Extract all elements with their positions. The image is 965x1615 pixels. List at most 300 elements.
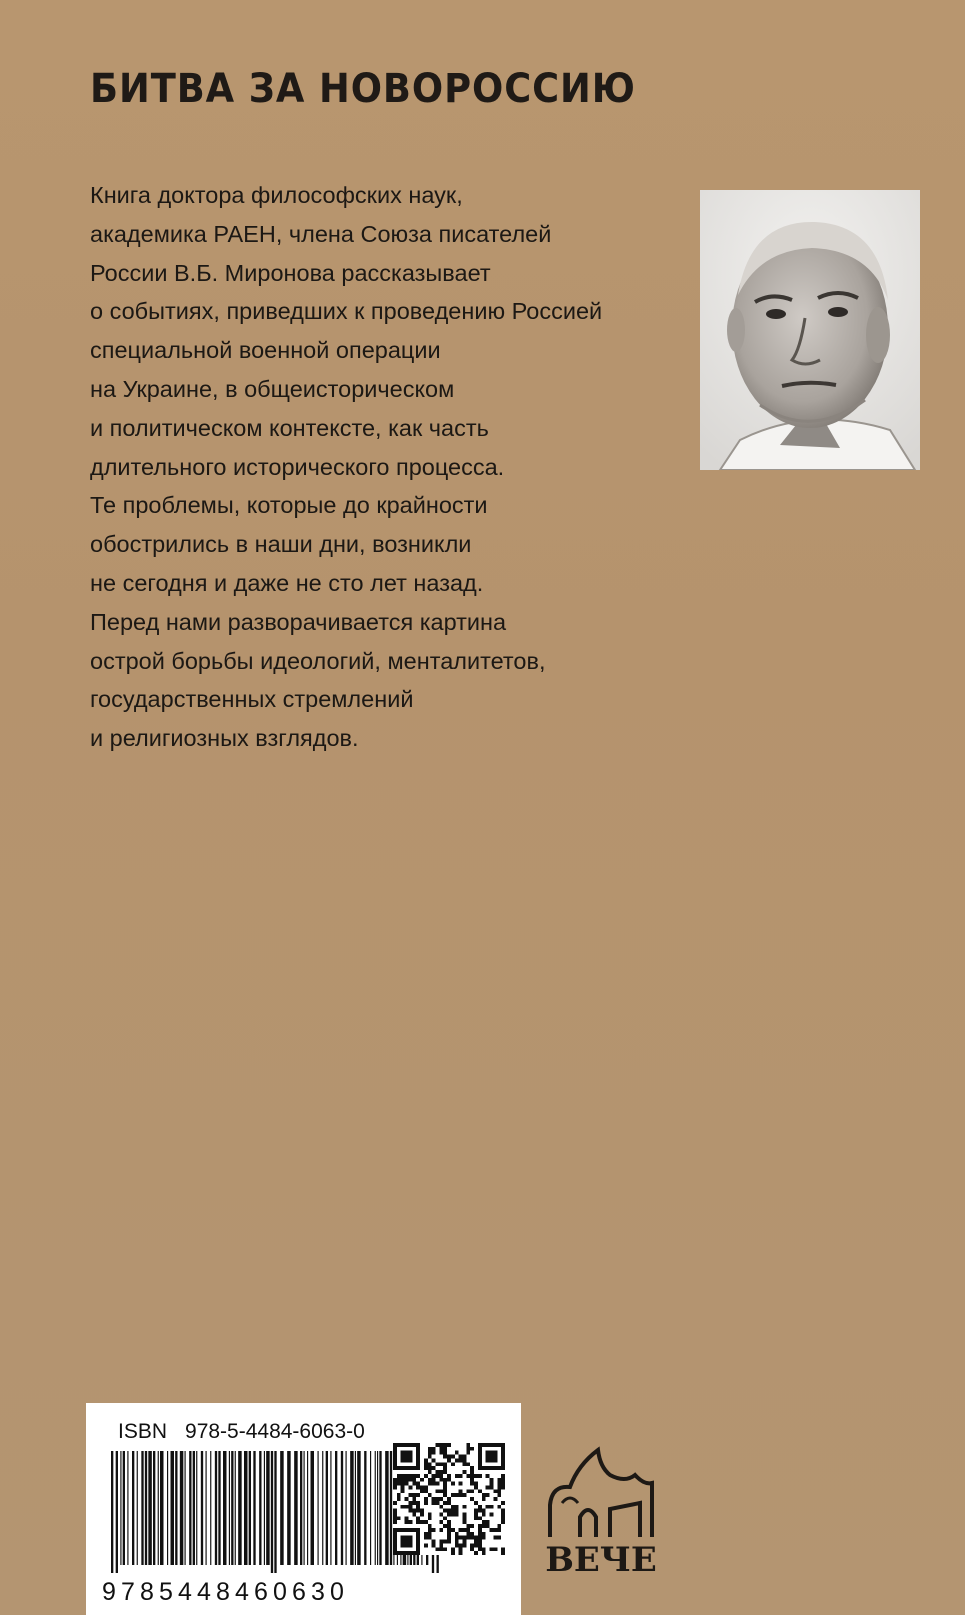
qr-module bbox=[443, 1524, 447, 1528]
barcode-bar bbox=[346, 1451, 347, 1565]
qr-module bbox=[424, 1466, 428, 1470]
qr-module bbox=[447, 1497, 451, 1501]
qr-module bbox=[451, 1493, 455, 1497]
qr-module bbox=[393, 1513, 397, 1517]
qr-module bbox=[443, 1516, 447, 1520]
barcode-bar bbox=[196, 1451, 197, 1565]
qr-module bbox=[466, 1443, 470, 1447]
qr-module bbox=[459, 1536, 463, 1540]
qr-module bbox=[455, 1536, 459, 1540]
author-portrait-photo bbox=[700, 190, 920, 470]
qr-module bbox=[424, 1485, 428, 1489]
qr-module bbox=[497, 1489, 501, 1493]
barcode-bar bbox=[180, 1451, 184, 1565]
qr-module bbox=[424, 1532, 428, 1536]
barcode-bar bbox=[253, 1451, 255, 1565]
barcode-bar bbox=[322, 1451, 323, 1565]
qr-module bbox=[443, 1540, 447, 1544]
barcode-bar bbox=[137, 1451, 138, 1565]
barcode-bar bbox=[120, 1451, 121, 1565]
logo-text: ВЕЧЕ bbox=[545, 1540, 657, 1575]
qr-module bbox=[432, 1543, 436, 1547]
qr-module bbox=[432, 1447, 436, 1451]
qr-module bbox=[405, 1516, 409, 1520]
qr-module bbox=[497, 1505, 501, 1509]
qr-module bbox=[497, 1536, 501, 1540]
qr-module bbox=[443, 1489, 447, 1493]
qr-module bbox=[439, 1540, 443, 1544]
barcode-bar bbox=[158, 1451, 159, 1565]
qr-module bbox=[439, 1451, 443, 1455]
qr-module bbox=[478, 1489, 482, 1493]
qr-module bbox=[412, 1501, 416, 1505]
qr-module bbox=[439, 1505, 443, 1509]
qr-module bbox=[482, 1509, 486, 1513]
qr-module bbox=[447, 1474, 451, 1478]
qr-module bbox=[451, 1513, 455, 1517]
qr-module bbox=[493, 1547, 497, 1551]
qr-module bbox=[478, 1532, 482, 1536]
qr-module bbox=[463, 1520, 467, 1524]
barcode-bar bbox=[127, 1451, 128, 1565]
qr-module bbox=[428, 1516, 432, 1520]
qr-module bbox=[474, 1485, 478, 1489]
annotation-line: о событиях, приведших к проведению Россией bbox=[90, 298, 603, 325]
barcode-bar bbox=[235, 1451, 236, 1565]
qr-module bbox=[490, 1528, 494, 1532]
barcode-bar bbox=[287, 1451, 291, 1565]
qr-module bbox=[397, 1493, 401, 1497]
qr-module bbox=[447, 1509, 451, 1513]
qr-module bbox=[470, 1470, 474, 1474]
qr-module bbox=[401, 1505, 405, 1509]
qr-module bbox=[501, 1547, 505, 1551]
barcode-bar bbox=[206, 1451, 207, 1565]
qr-module bbox=[420, 1485, 424, 1489]
qr-module bbox=[432, 1458, 436, 1462]
qr-module bbox=[408, 1493, 412, 1497]
qr-module bbox=[455, 1451, 459, 1455]
isbn-number: 978-5-4484-6063-0 bbox=[185, 1420, 365, 1443]
qr-module bbox=[455, 1513, 459, 1517]
qr-module bbox=[439, 1547, 443, 1551]
qr-module bbox=[408, 1478, 412, 1482]
qr-module bbox=[424, 1462, 428, 1466]
qr-module bbox=[497, 1493, 501, 1497]
qr-module bbox=[420, 1478, 424, 1482]
qr-module bbox=[435, 1497, 439, 1501]
qr-module bbox=[451, 1528, 455, 1532]
qr-module bbox=[447, 1513, 451, 1517]
qr-module bbox=[435, 1443, 439, 1447]
qr-module bbox=[416, 1485, 420, 1489]
annotation-line: государственных стремлений bbox=[90, 686, 414, 713]
qr-module bbox=[451, 1462, 455, 1466]
qr-module bbox=[393, 1509, 397, 1513]
qr-module bbox=[474, 1516, 478, 1520]
barcode-bar bbox=[300, 1451, 302, 1565]
qr-module bbox=[432, 1451, 436, 1455]
qr-module bbox=[466, 1451, 470, 1455]
barcode-bar bbox=[189, 1451, 191, 1565]
qr-module bbox=[474, 1474, 478, 1478]
qr-module bbox=[416, 1528, 420, 1555]
qr-module bbox=[474, 1551, 478, 1555]
barcode-bar bbox=[350, 1451, 354, 1565]
annotation-line: Перед нами разворачивается картина bbox=[90, 608, 507, 635]
qr-module bbox=[416, 1493, 420, 1497]
qr-module bbox=[459, 1482, 463, 1486]
qr-module bbox=[474, 1536, 478, 1540]
qr-module bbox=[447, 1458, 451, 1462]
qr-module bbox=[482, 1536, 486, 1540]
qr-module bbox=[443, 1478, 447, 1482]
qr-module bbox=[482, 1532, 486, 1536]
qr-module bbox=[393, 1485, 397, 1489]
qr-module bbox=[408, 1474, 412, 1478]
qr-module bbox=[393, 1551, 420, 1555]
qr-module bbox=[455, 1474, 459, 1478]
qr-module bbox=[501, 1520, 505, 1524]
barcode-bar bbox=[341, 1451, 343, 1565]
qr-module bbox=[486, 1524, 490, 1528]
qr-code-icon bbox=[393, 1443, 505, 1555]
qr-module bbox=[401, 1536, 413, 1548]
qr-module bbox=[428, 1478, 432, 1482]
barcode-bar bbox=[153, 1451, 155, 1565]
qr-module bbox=[428, 1513, 432, 1517]
qr-module bbox=[463, 1528, 467, 1532]
qr-module bbox=[470, 1466, 474, 1470]
qr-module bbox=[493, 1528, 497, 1532]
qr-module bbox=[447, 1443, 451, 1447]
qr-module bbox=[497, 1478, 501, 1482]
qr-module bbox=[501, 1474, 505, 1478]
qr-module bbox=[424, 1520, 428, 1524]
qr-module bbox=[463, 1536, 467, 1540]
barcode-bar bbox=[357, 1451, 360, 1565]
qr-module bbox=[439, 1513, 443, 1517]
qr-module bbox=[420, 1509, 424, 1513]
qr-module bbox=[490, 1478, 494, 1482]
barcode-bar bbox=[111, 1451, 113, 1573]
qr-module bbox=[463, 1455, 467, 1459]
qr-module bbox=[435, 1501, 439, 1505]
qr-module bbox=[447, 1520, 451, 1524]
qr-module bbox=[412, 1474, 416, 1478]
qr-module bbox=[501, 1482, 505, 1486]
qr-module bbox=[412, 1513, 416, 1517]
barcode-bar bbox=[304, 1451, 305, 1565]
qr-module bbox=[443, 1462, 447, 1466]
qr-module bbox=[439, 1489, 443, 1493]
annotation-line: и политическом контексте, как часть bbox=[90, 414, 489, 441]
qr-module bbox=[435, 1482, 439, 1486]
barcode-bar bbox=[274, 1451, 276, 1573]
qr-module bbox=[393, 1443, 397, 1470]
qr-module bbox=[455, 1505, 459, 1509]
qr-module bbox=[432, 1501, 436, 1505]
barcode-bar bbox=[167, 1451, 168, 1565]
barcode-bar bbox=[307, 1451, 308, 1565]
qr-module bbox=[463, 1543, 467, 1547]
qr-module bbox=[463, 1470, 467, 1474]
qr-module bbox=[470, 1524, 474, 1528]
qr-module bbox=[393, 1528, 420, 1532]
barcode-bar bbox=[330, 1451, 331, 1565]
qr-module bbox=[470, 1536, 474, 1540]
qr-module bbox=[455, 1543, 459, 1547]
qr-module bbox=[451, 1509, 455, 1513]
qr-module bbox=[474, 1540, 478, 1544]
qr-module bbox=[428, 1532, 432, 1536]
qr-module bbox=[412, 1478, 416, 1482]
qr-module bbox=[443, 1466, 447, 1470]
barcode-bar bbox=[132, 1451, 134, 1565]
qr-module bbox=[408, 1505, 412, 1509]
book-annotation bbox=[90, 176, 690, 758]
qr-module bbox=[416, 1509, 420, 1513]
barcode-bar bbox=[335, 1451, 337, 1565]
qr-module bbox=[478, 1540, 482, 1544]
qr-module bbox=[459, 1547, 463, 1551]
barcode-bar bbox=[264, 1451, 265, 1565]
barcode-bar bbox=[218, 1451, 220, 1565]
qr-module bbox=[408, 1501, 412, 1505]
qr-module bbox=[393, 1520, 397, 1524]
qr-module bbox=[393, 1478, 397, 1482]
qr-module bbox=[474, 1509, 478, 1513]
qr-module bbox=[428, 1493, 432, 1497]
qr-module bbox=[447, 1536, 451, 1540]
qr-module bbox=[428, 1482, 432, 1486]
qr-module bbox=[459, 1474, 463, 1478]
barcode-bar bbox=[259, 1451, 261, 1565]
qr-module bbox=[443, 1501, 447, 1505]
qr-module bbox=[424, 1543, 428, 1547]
barcode-bar bbox=[244, 1451, 248, 1565]
qr-module bbox=[424, 1489, 428, 1493]
qr-module bbox=[401, 1451, 413, 1463]
qr-module bbox=[447, 1532, 451, 1536]
qr-module bbox=[463, 1462, 467, 1466]
qr-module bbox=[443, 1547, 447, 1551]
qr-module bbox=[490, 1485, 494, 1489]
qr-module bbox=[463, 1505, 467, 1509]
qr-module bbox=[393, 1482, 397, 1486]
annotation-line: Книга доктора философских наук, bbox=[90, 182, 463, 208]
qr-module bbox=[470, 1547, 474, 1551]
book-title: БИТВА ЗА НОВОРОССИЮ bbox=[90, 66, 636, 112]
barcode-bar bbox=[231, 1451, 233, 1565]
barcode-bar bbox=[238, 1451, 242, 1565]
qr-module bbox=[459, 1455, 463, 1459]
barcode-bar bbox=[375, 1451, 376, 1565]
qr-module bbox=[439, 1447, 443, 1451]
qr-module bbox=[447, 1528, 451, 1532]
qr-module bbox=[459, 1489, 463, 1493]
qr-module bbox=[478, 1474, 482, 1478]
qr-module bbox=[455, 1540, 459, 1544]
qr-module bbox=[443, 1482, 447, 1486]
qr-module bbox=[478, 1516, 482, 1520]
annotation-line: специальной военной операции bbox=[90, 337, 441, 364]
qr-module bbox=[478, 1547, 482, 1551]
qr-module bbox=[412, 1497, 416, 1501]
qr-module bbox=[397, 1482, 401, 1486]
qr-module bbox=[428, 1462, 432, 1466]
qr-module bbox=[470, 1478, 474, 1482]
qr-module bbox=[490, 1482, 494, 1486]
barcode-bar bbox=[123, 1451, 125, 1565]
qr-module bbox=[397, 1516, 401, 1520]
qr-module bbox=[412, 1482, 416, 1486]
qr-module bbox=[439, 1497, 443, 1501]
publisher-logo bbox=[540, 1445, 662, 1575]
qr-module bbox=[470, 1474, 474, 1478]
qr-module bbox=[466, 1489, 470, 1493]
qr-module bbox=[393, 1516, 397, 1520]
qr-module bbox=[428, 1524, 432, 1528]
qr-module bbox=[432, 1482, 436, 1486]
barcode-bar bbox=[223, 1451, 227, 1565]
qr-module bbox=[478, 1536, 482, 1540]
qr-module bbox=[443, 1447, 447, 1451]
qr-module bbox=[405, 1478, 409, 1482]
qr-module bbox=[443, 1443, 447, 1447]
barcode-bar bbox=[377, 1451, 378, 1565]
qr-module bbox=[416, 1482, 420, 1486]
qr-module bbox=[451, 1551, 455, 1555]
qr-module bbox=[432, 1474, 436, 1478]
qr-module bbox=[408, 1509, 412, 1513]
barcode-bar bbox=[201, 1451, 203, 1565]
qr-module bbox=[428, 1466, 432, 1470]
qr-module bbox=[435, 1462, 439, 1466]
isbn-label: ISBN bbox=[118, 1420, 168, 1443]
qr-module bbox=[470, 1497, 474, 1501]
qr-module bbox=[459, 1551, 463, 1555]
qr-module bbox=[501, 1443, 505, 1470]
qr-module bbox=[443, 1455, 447, 1459]
annotation-line: Те проблемы, которые до крайности bbox=[90, 492, 488, 519]
qr-module bbox=[486, 1493, 490, 1497]
qr-module bbox=[455, 1458, 459, 1462]
qr-module bbox=[497, 1524, 501, 1528]
barcode-bar bbox=[171, 1451, 175, 1565]
qr-module bbox=[478, 1524, 482, 1528]
qr-module bbox=[416, 1520, 420, 1524]
qr-module bbox=[466, 1524, 470, 1528]
qr-module bbox=[420, 1520, 424, 1524]
qr-module bbox=[428, 1528, 432, 1532]
qr-module bbox=[439, 1543, 443, 1547]
qr-module bbox=[435, 1470, 439, 1474]
qr-module bbox=[405, 1520, 409, 1524]
qr-module bbox=[493, 1489, 497, 1493]
qr-module bbox=[393, 1466, 420, 1470]
qr-module bbox=[401, 1485, 405, 1489]
qr-module bbox=[424, 1458, 428, 1462]
barcode-bar bbox=[326, 1451, 328, 1565]
qr-module bbox=[482, 1551, 486, 1555]
qr-module bbox=[497, 1528, 501, 1532]
qr-module bbox=[435, 1474, 439, 1478]
barcode-bar bbox=[148, 1451, 152, 1565]
qr-module bbox=[470, 1532, 474, 1536]
qr-module bbox=[424, 1536, 428, 1540]
qr-module bbox=[443, 1451, 447, 1455]
qr-module bbox=[482, 1497, 486, 1501]
qr-module bbox=[432, 1497, 436, 1501]
qr-module bbox=[397, 1478, 401, 1482]
qr-module bbox=[474, 1501, 478, 1505]
qr-module bbox=[466, 1532, 470, 1536]
qr-module bbox=[470, 1482, 474, 1486]
qr-module bbox=[474, 1513, 478, 1517]
qr-module bbox=[408, 1485, 412, 1489]
barcode-bar bbox=[311, 1451, 315, 1565]
qr-module bbox=[439, 1474, 443, 1478]
barcode-bar bbox=[280, 1451, 284, 1565]
qr-module bbox=[497, 1485, 501, 1489]
qr-module bbox=[443, 1485, 447, 1489]
qr-module bbox=[459, 1493, 463, 1497]
qr-module bbox=[428, 1470, 432, 1474]
qr-module bbox=[463, 1540, 467, 1544]
qr-module bbox=[459, 1543, 463, 1547]
qr-module bbox=[501, 1478, 505, 1482]
qr-module bbox=[493, 1536, 497, 1540]
qr-module bbox=[478, 1543, 482, 1547]
qr-module bbox=[478, 1528, 482, 1532]
qr-module bbox=[393, 1443, 420, 1447]
qr-module bbox=[466, 1536, 470, 1540]
qr-module bbox=[424, 1497, 428, 1501]
qr-module bbox=[428, 1536, 432, 1540]
qr-module bbox=[439, 1462, 443, 1466]
qr-module bbox=[401, 1478, 405, 1482]
barcode-bar bbox=[266, 1451, 270, 1565]
qr-module bbox=[439, 1443, 443, 1447]
qr-module bbox=[470, 1489, 474, 1493]
qr-module bbox=[416, 1505, 420, 1509]
qr-module bbox=[501, 1501, 505, 1505]
qr-module bbox=[478, 1443, 505, 1447]
qr-module bbox=[443, 1470, 447, 1474]
qr-module bbox=[466, 1447, 470, 1451]
qr-module bbox=[463, 1493, 467, 1497]
qr-module bbox=[439, 1478, 443, 1482]
qr-module bbox=[420, 1489, 424, 1493]
barcode-bar bbox=[355, 1451, 356, 1565]
qr-module bbox=[501, 1551, 505, 1555]
qr-module bbox=[408, 1520, 412, 1524]
qr-module bbox=[412, 1493, 416, 1497]
qr-module bbox=[486, 1520, 490, 1524]
qr-module bbox=[447, 1501, 451, 1505]
qr-module bbox=[439, 1520, 443, 1524]
qr-module bbox=[463, 1458, 467, 1462]
qr-module bbox=[463, 1513, 467, 1517]
qr-module bbox=[397, 1497, 401, 1501]
qr-module bbox=[435, 1547, 439, 1551]
qr-module bbox=[482, 1524, 486, 1528]
annotation-line: длительного исторического процесса. bbox=[90, 453, 505, 480]
qr-module bbox=[405, 1497, 409, 1501]
barcode-bar bbox=[249, 1451, 251, 1565]
qr-module bbox=[459, 1458, 463, 1462]
